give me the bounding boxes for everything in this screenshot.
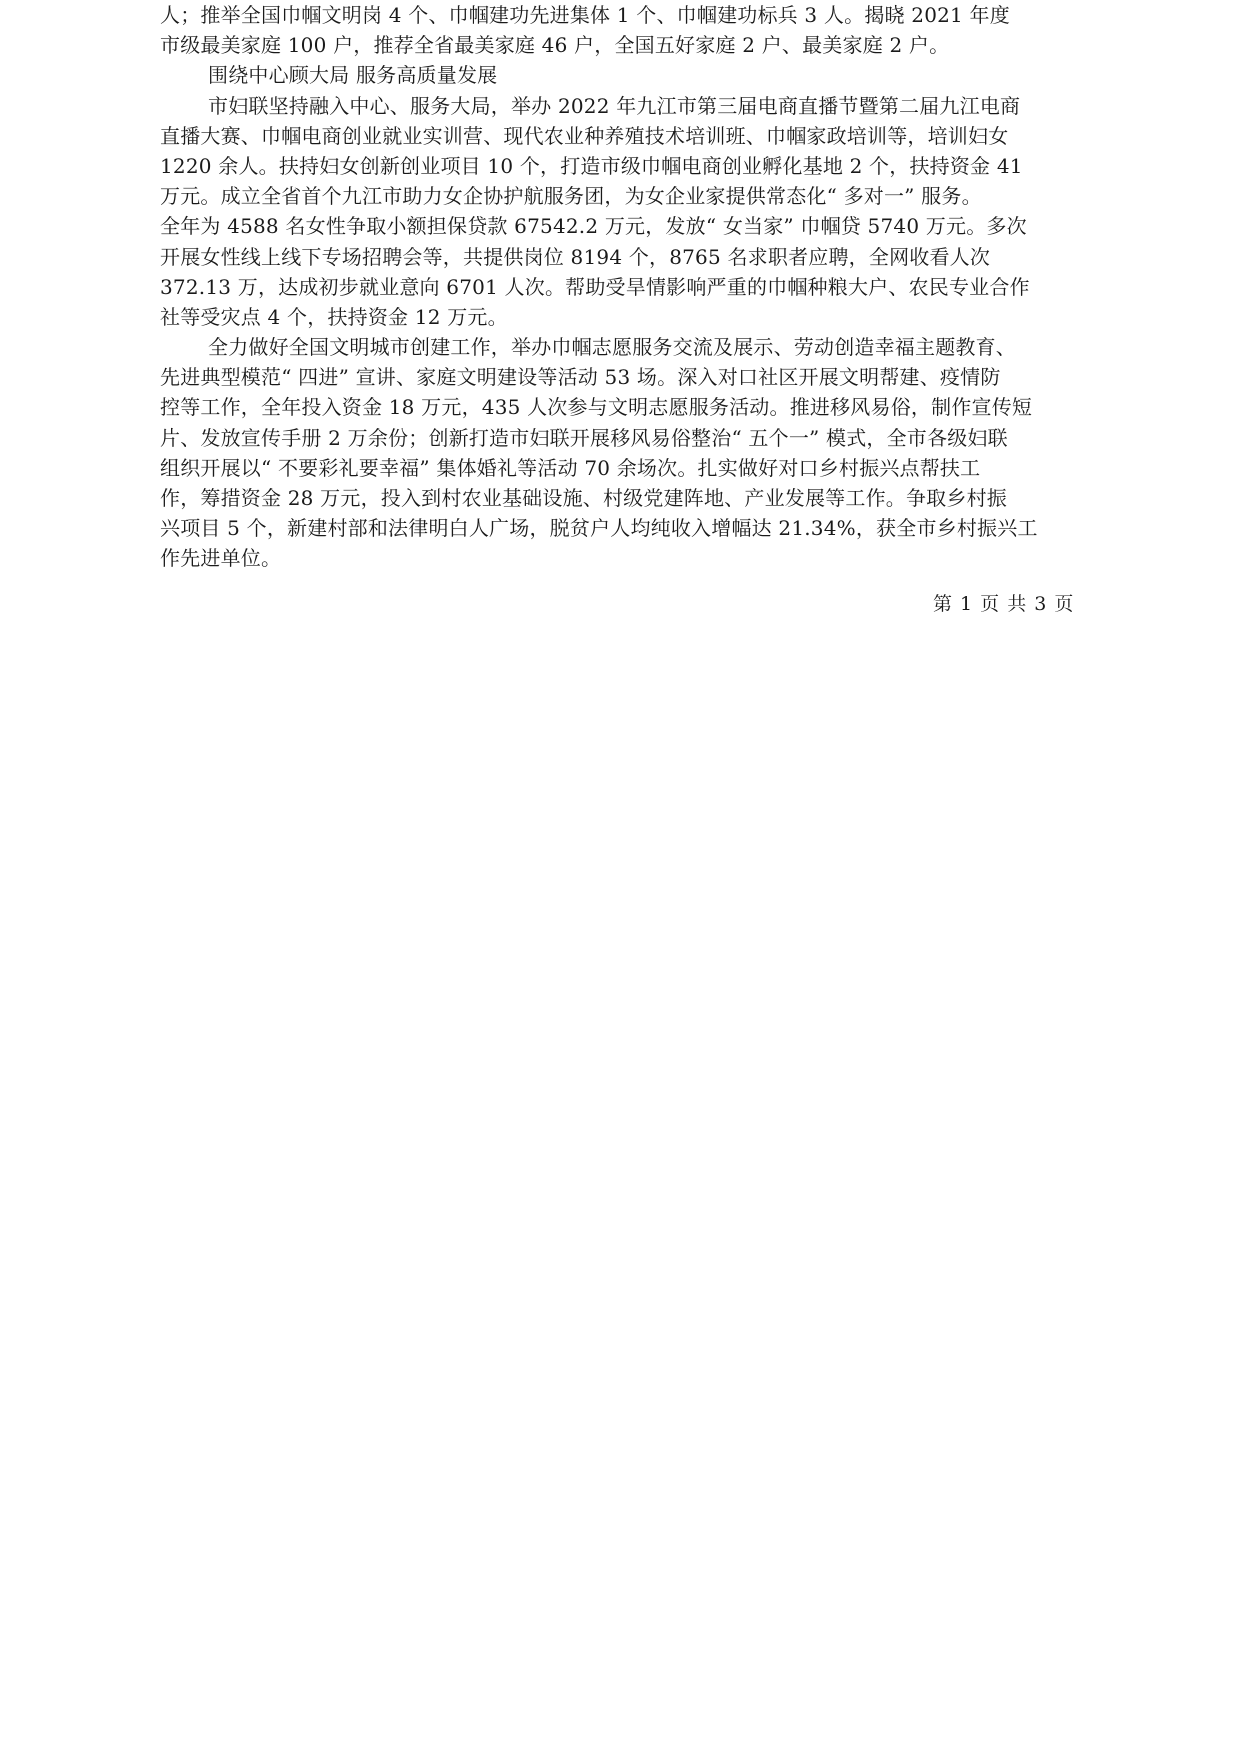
text-line: 控等工作，全年投入资金 18 万元，435 人次参与文明志愿服务活动。推进移风易俗，制作宣传短 [160,395,1033,420]
text-line: 372.13 万，达成初步就业意向 6701 人次。帮助受旱情影响严重的巾帼种粮大户、农民专业合作 [160,274,1030,299]
paragraph-first-line: 围绕中心顾大局 服务高质量发展 [208,63,498,88]
text-line: 组织开展以“ 不要彩礼要幸福” 集体婚礼等活动 70 余场次。扎实做好对口乡村振兴点帮扶工 [160,455,981,480]
text-line: 万元。成立全省首个九江市助力女企协护航服务团，为女企业家提供常态化“ 多对一” 服务。 [160,184,982,209]
text-line: 作，筹措资金 28 万元，投入到村农业基础设施、村级党建阵地、产业发展等工作。争取乡村振 [160,486,1007,510]
paragraph-first-line: 全力做好全国文明城市创建工作，举办巾帼志愿服务交流及展示、劳动创造幸福主题教育、 [208,335,1016,360]
text-line: 社等受灾点 4 个，扶持资金 12 万元。 [160,304,508,329]
text-line: 直播大赛、巾帼电商创业就业实训营、现代农业种养殖技术培训班、巾帼家政培训等，培训妇女 [160,123,1009,148]
text-line: 开展女性线上线下专场招聘会等，共提供岗位 8194 个，8765 名求职者应聘，全网收看人次 [160,244,991,269]
body-text [160,0,1090,574]
text-line: 人；推举全国巾帼文明岗 4 个、巾帼建功先进集体 1 个、巾帼建功标兵 3 人。揭晓 2021 年度 [160,3,1010,27]
text-line: 兴项目 5 个，新建村部和法律明白人广场，脱贫户人均纯收入增幅达 21.34%，获全市乡村振兴工 [160,516,1038,541]
page-number-footer: 第 1 页 共 3 页 [933,593,1075,615]
text-line: 片、发放宣传手册 2 万余份；创新打造市妇联开展移风易俗整治“ 五个一” 模式，全市各级妇联 [160,425,1008,450]
text-line: 全年为 4588 名女性争取小额担保贷款 67542.2 万元，发放“ 女当家” 巾帼贷 5740 万元。多次 [160,214,1027,239]
paragraph-first-line: 市妇联坚持融入中心、服务大局，举办 2022 年九江市第三届电商直播节暨第二届九江电商 [208,93,1021,118]
text-line: 市级最美家庭 100 户，推荐全省最美家庭 46 户，全国五好家庭 2 户、最美家庭 2 户。 [160,33,950,58]
text-line: 作先进单位。 [160,546,282,571]
text-line: 先进典型模范“ 四进” 宣讲、家庭文明建设等活动 53 场。深入对口社区开展文明帮建、疫情防 [160,365,1001,390]
text-line: 1220 余人。扶持妇女创新创业项目 10 个，打造市级巾帼电商创业孵化基地 2 个，扶持资金 41 [160,153,1023,178]
